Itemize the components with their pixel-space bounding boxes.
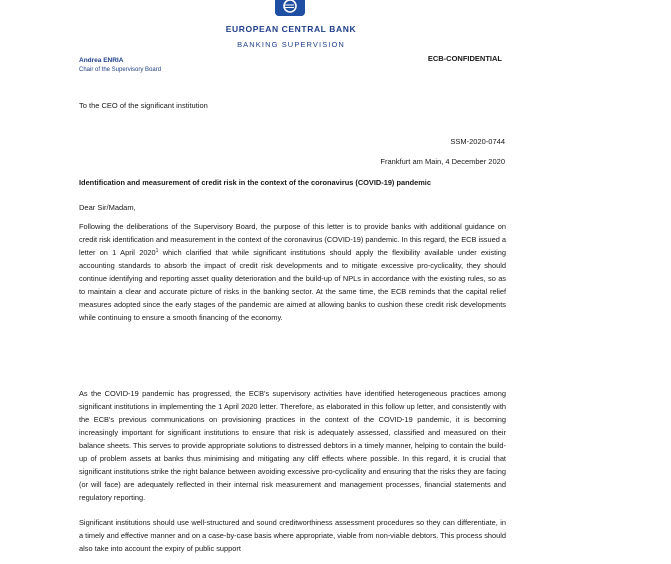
sender-name: Andrea ENRIA: [79, 57, 124, 64]
body-paragraph: As the COVID-19 pandemic has progressed, the ECB's supervisory activities have identified heterogeneous practices among significant institutions in implementing the 1 April 2020 letter. Therefore, as elaborated in this follow up letter, and consistently with the ECB's previous communications on provisioning practices in the context of the COVID-19 pandemic, it is becoming increasingly important for significant institutions to ensure that risk is adequately assessed, classified and measured on their balance sheets. This serves to provide appropriate solutions to distressed debtors in a timely manner, helping to contain the build-up of problem assets at banks thus minimising and mitigating any cliff effects where possible. In this regard, it is crucial that significant institutions strike the right balance between avoiding excessive pro-cyclicality and ensuring that the risks they are facing (or will face) are adequately reflected in their internal risk measurement and management processes, financial statements and regulatory reporting.: [79, 389, 506, 502]
place-date: Frankfurt am Main, 4 December 2020: [380, 157, 505, 166]
addressee: To the CEO of the significant institution: [79, 101, 208, 110]
reference-number: SSM-2020-0744: [450, 137, 505, 146]
euro-emblem-icon: [275, 0, 305, 16]
org-subtitle: BANKING SUPERVISION: [237, 40, 345, 49]
salutation: Dear Sir/Madam,: [79, 203, 136, 212]
classification-label: ECB-CONFIDENTIAL: [427, 54, 502, 63]
paragraph-text: Following the deliberations of the Supervisory Board, the purpose of this letter is to provide banks with additional guidance on credit risk identification and measurement in the context of the coronavirus (COVID-19) pandemic. In this regard, the ECB issued a letter on 1 April 2020: [79, 222, 506, 257]
footnote-marker[interactable]: 1: [155, 248, 159, 254]
body-paragraph: Significant institutions should use well-structured and sound creditworthiness assessment procedures so they can differentiate, in a timely and effective manner and on a case-by-case basis where appropriate, viable from non-viable debtors. This process should also take into account the expiry of public support: [79, 518, 506, 553]
sender-role: Chair of the Supervisory Board: [79, 67, 162, 73]
letter-subject: Identification and measurement of credit risk in the context of the coronavirus (COVID-19) pandemic: [79, 178, 431, 187]
body-paragraph: [79, 220, 506, 324]
org-name: EUROPEAN CENTRAL BANK: [225, 24, 357, 34]
paragraph-text: which clarified that while significant institutions should apply the flexibility available under existing accounting standards to absorb the impact of credit risk developments and to mitigate excessive pro-cyclicality, they should continue identifying and reporting asset quality deterioration and the build-up of NPLs in accordance with the existing rules, so as to maintain a clear and accurate picture of risks in the banking sector. At the same time, the ECB reminds that the capital relief measures adopted since the early stages of the pandemic are aimed at allowing banks to cushion these credit risk developments while continuing to ensure a smooth financing of the economy.: [79, 248, 506, 322]
